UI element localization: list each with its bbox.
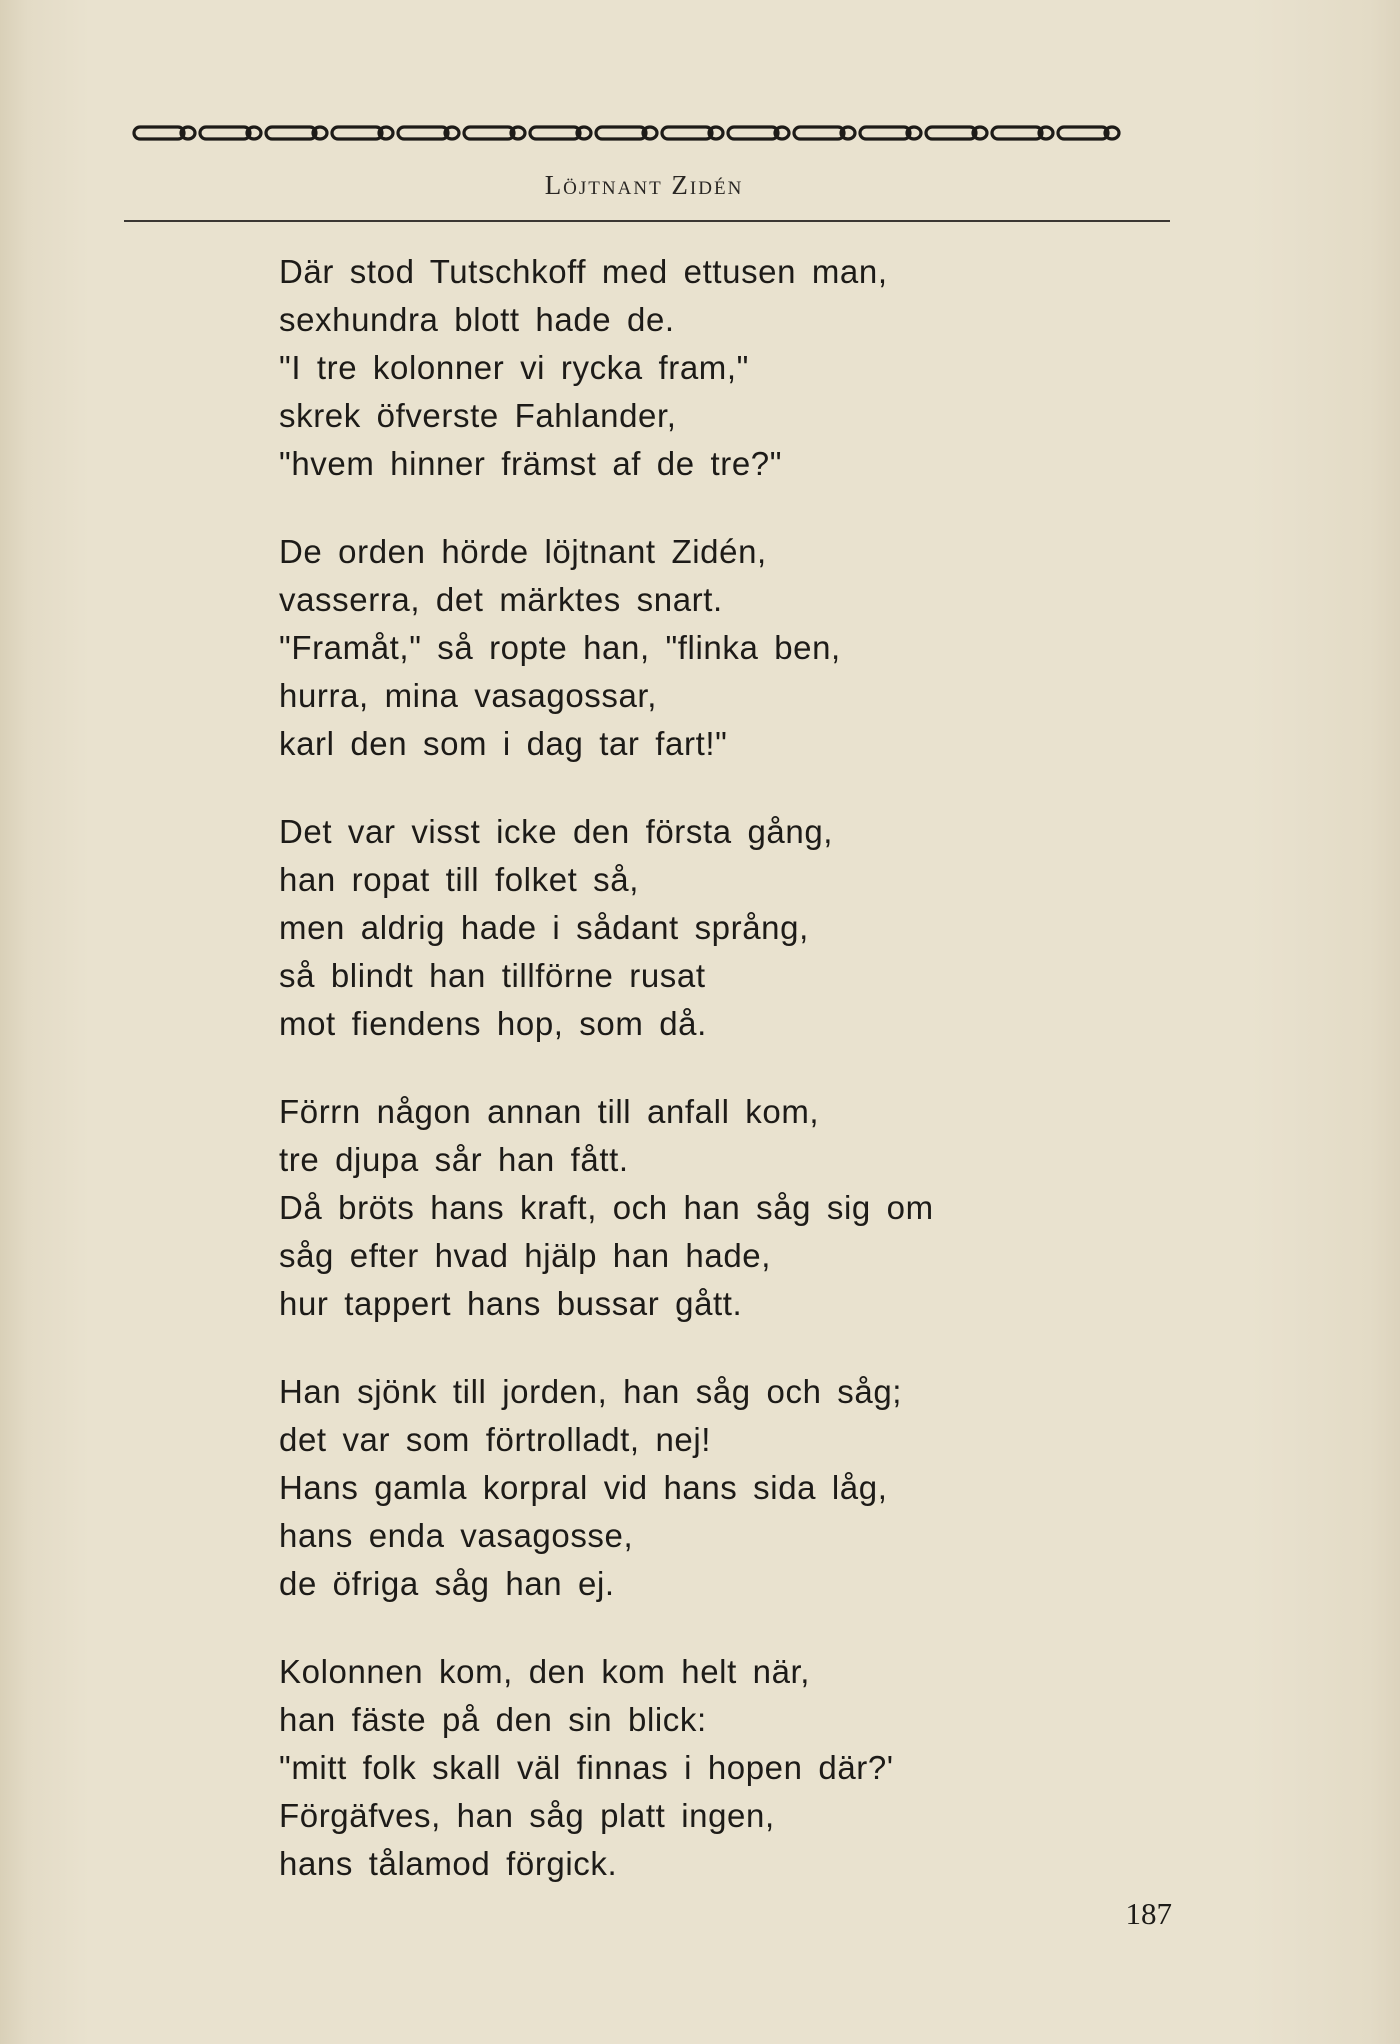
- poem-line: "hvem hinner främst af de tre?": [279, 445, 783, 482]
- poem-line: De orden hörde löjtnant Zidén,: [279, 533, 767, 570]
- chain-border-ornament-icon: [124, 122, 1164, 144]
- stanza: [279, 248, 1139, 488]
- stanza: [279, 808, 1139, 1048]
- poem-line: så blindt han tillförne rusat: [279, 957, 706, 994]
- poem-line: såg efter hvad hjälp han hade,: [279, 1237, 772, 1274]
- running-title: Löjtnant Zidén: [544, 170, 744, 200]
- poem-body: [279, 248, 1139, 1928]
- poem-line: Förrn någon annan till anfall kom,: [279, 1093, 820, 1130]
- poem-line: Förgäfves, han såg platt ingen,: [279, 1797, 775, 1834]
- stanza: [279, 528, 1139, 768]
- poem-line: hur tappert hans bussar gått.: [279, 1285, 743, 1322]
- poem-line: han fäste på den sin blick:: [279, 1701, 707, 1738]
- poem-line: "Framåt," så ropte han, "flinka ben,: [279, 629, 841, 666]
- poem-line: karl den som i dag tar fart!": [279, 725, 728, 762]
- poem-line: tre djupa sår han fått.: [279, 1141, 629, 1178]
- poem-line: han ropat till folket så,: [279, 861, 640, 898]
- poem-line: hurra, mina vasagossar,: [279, 677, 657, 714]
- stanza: [279, 1648, 1139, 1888]
- poem-line: hans tålamod förgick.: [279, 1845, 618, 1882]
- poem-line: Det var visst icke den första gång,: [279, 813, 834, 850]
- poem-line: mot fiendens hop, som då.: [279, 1005, 707, 1042]
- poem-line: Hans gamla korpral vid hans sida låg,: [279, 1469, 888, 1506]
- poem-line: de öfriga såg han ej.: [279, 1565, 615, 1602]
- poem-line: Kolonnen kom, den kom helt när,: [279, 1653, 811, 1690]
- page-number: 187: [1125, 1896, 1172, 1931]
- poem-line: hans enda vasagosse,: [279, 1517, 634, 1554]
- poem-line: vasserra, det märktes snart.: [279, 581, 723, 618]
- poem-line: men aldrig hade i sådant språng,: [279, 909, 809, 946]
- header-rule: [124, 220, 1170, 222]
- poem-line: det var som förtrolladt, nej!: [279, 1421, 712, 1458]
- stanza: [279, 1368, 1139, 1608]
- poem-line: "mitt folk skall väl finnas i hopen där?': [279, 1749, 894, 1786]
- poem-line: "I tre kolonner vi rycka fram,": [279, 349, 749, 386]
- poem-line: Där stod Tutschkoff med ettusen man,: [279, 253, 888, 290]
- poem-line: skrek öfverste Fahlander,: [279, 397, 677, 434]
- poem-line: Han sjönk till jorden, han såg och såg;: [279, 1373, 903, 1410]
- poem-line: sexhundra blott hade de.: [279, 301, 675, 338]
- stanza: [279, 1088, 1139, 1328]
- poem-line: Då bröts hans kraft, och han såg sig om: [279, 1189, 934, 1226]
